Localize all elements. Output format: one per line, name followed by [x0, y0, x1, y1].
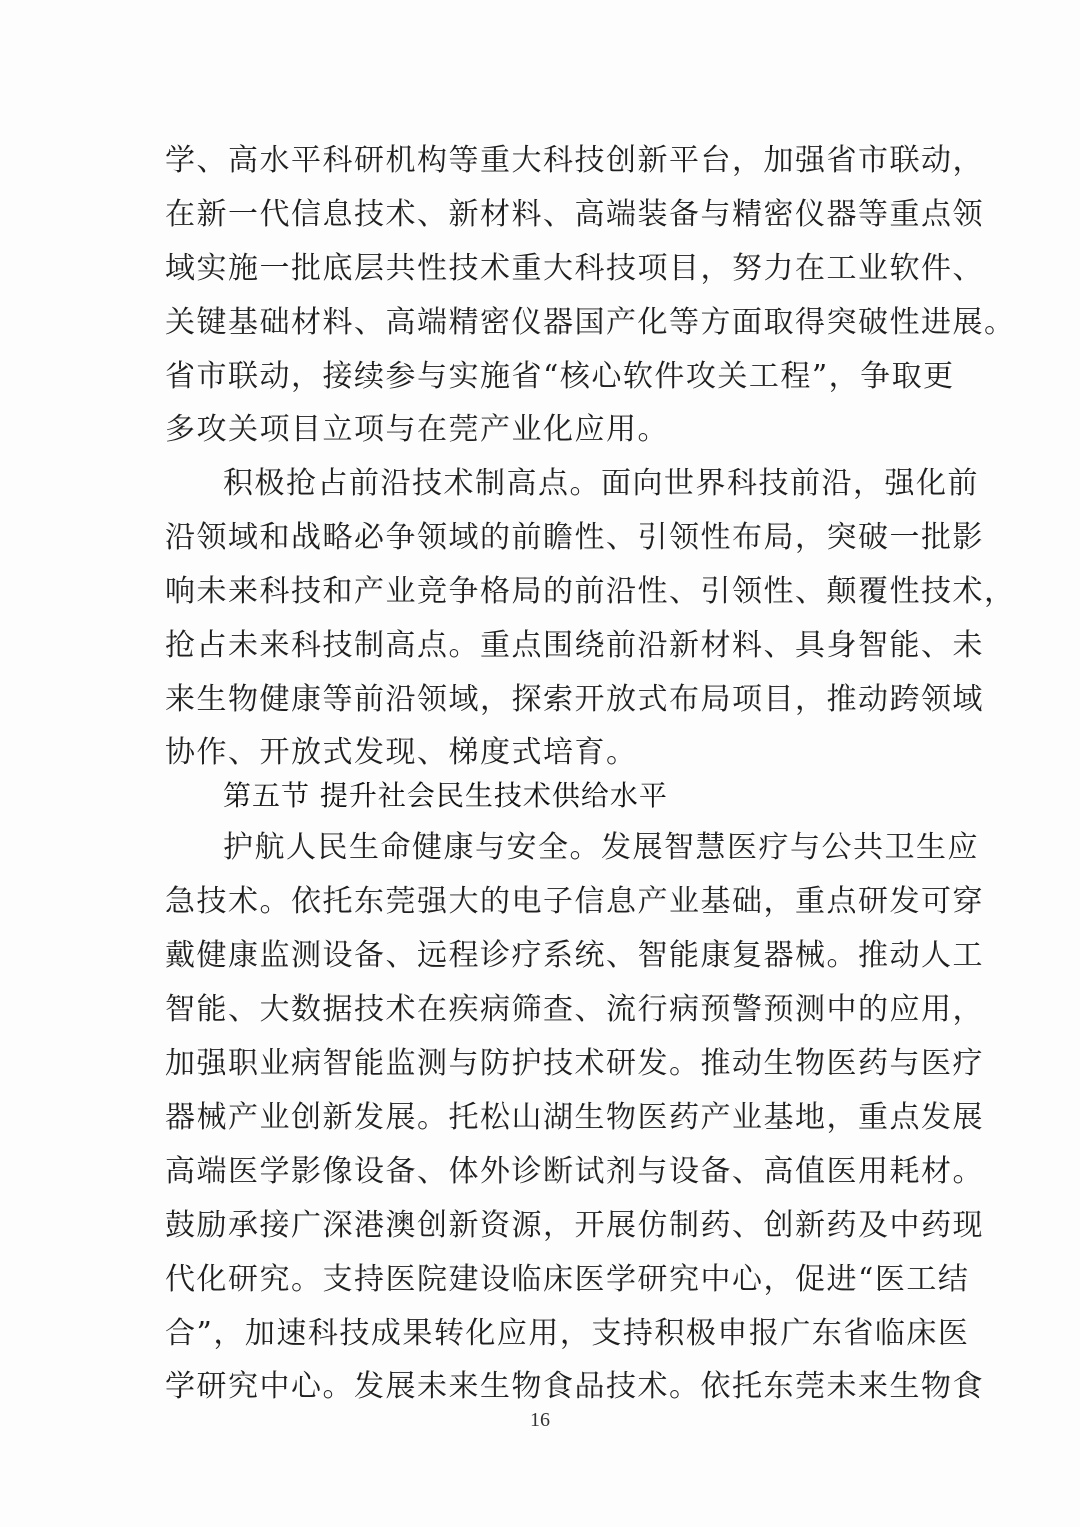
body-text-line: 高端医学影像设备、体外诊断试剂与设备、高值医用耗材。: [165, 1154, 984, 1189]
body-text-line: 代化研究。支持医院建设临床医学研究中心，促进“医工结: [165, 1262, 970, 1297]
body-text-line: 在新一代信息技术、新材料、高端装备与精密仪器等重点领: [165, 197, 984, 232]
body-text-line: 学、高水平科研机构等重大科技创新平台，加强省市联动，: [165, 143, 984, 178]
body-text-line: 学研究中心。发展未来生物食品技术。依托东莞未来生物食: [165, 1369, 984, 1404]
body-text-line: 急技术。依托东莞强大的电子信息产业基础，重点研发可穿: [165, 884, 984, 919]
body-text-line: 合”，加速科技成果转化应用，支持积极申报广东省临床医: [165, 1316, 970, 1351]
body-text-line: 省市联动，接续参与实施省“核心软件攻关工程”，争取更: [165, 359, 955, 394]
body-text-line: 加强职业病智能监测与防护技术研发。推动生物医药与医疗: [165, 1046, 984, 1081]
body-text-line: 沿领域和战略必争领域的前瞻性、引领性布局，突破一批影: [165, 520, 984, 555]
paragraph-first-line: 积极抢占前沿技术制高点。面向世界科技前沿，强化前: [223, 466, 979, 501]
body-text-line: 多攻关项目立项与在莞产业化应用。: [165, 412, 669, 447]
body-text-line: 来生物健康等前沿领域，探索开放式布局项目，推动跨领域: [165, 682, 984, 717]
section-heading: 第五节 提升社会民生技术供给水平: [223, 779, 668, 812]
body-text-line: 智能、大数据技术在疾病筛查、流行病预警预测中的应用，: [165, 992, 984, 1027]
body-text-line: 鼓励承接广深港澳创新资源，开展仿制药、创新药及中药现: [165, 1208, 984, 1243]
body-text-line: 器械产业创新发展。托松山湖生物医药产业基地，重点发展: [165, 1100, 984, 1135]
body-text-line: 关键基础材料、高端精密仪器国产化等方面取得突破性进展。: [165, 305, 1016, 340]
page-number: 16: [530, 1409, 550, 1431]
body-text-line: 抢占未来科技制高点。重点围绕前沿新材料、具身智能、未: [165, 628, 984, 663]
body-text-line: 协作、开放式发现、梯度式培育。: [165, 735, 638, 770]
body-text-line: 响未来科技和产业竞争格局的前沿性、引领性、颠覆性技术，: [165, 574, 1016, 609]
paragraph-first-line: 护航人民生命健康与安全。发展智慧医疗与公共卫生应: [223, 830, 979, 865]
body-text-line: 域实施一批底层共性技术重大科技项目，努力在工业软件、: [165, 251, 984, 286]
body-text-line: 戴健康监测设备、远程诊疗系统、智能康复器械。推动人工: [165, 938, 984, 973]
